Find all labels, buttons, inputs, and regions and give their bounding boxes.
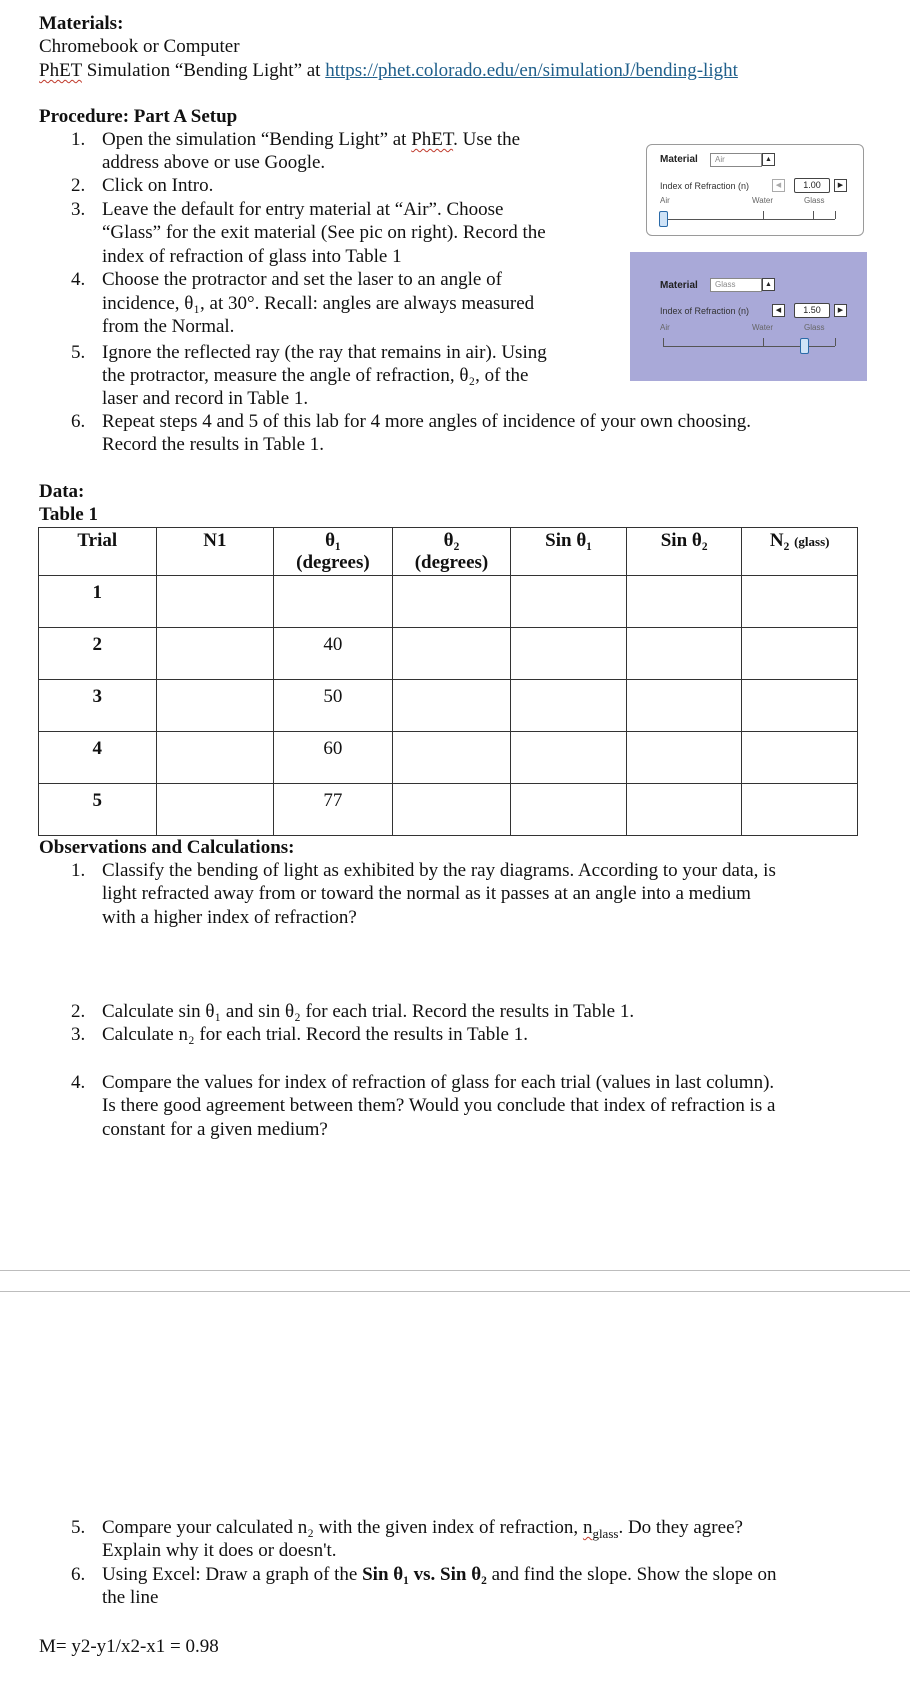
dropdown-arrow-icon[interactable]: ▲	[762, 153, 775, 166]
table-row	[39, 680, 858, 732]
step-1-after: . Use the	[453, 129, 521, 150]
table-header-row	[39, 528, 858, 576]
step-1-line-2: address above or use Google.	[102, 152, 326, 173]
theta2-symbol: θ₂	[443, 530, 460, 551]
sin-theta2-cell[interactable]	[626, 576, 742, 628]
theta2-cell[interactable]	[392, 732, 511, 784]
material-select[interactable]: Air	[710, 153, 762, 167]
n1-cell[interactable]	[156, 576, 274, 628]
step-3-line-2: “Glass” for the exit material (See pic on right). Record the	[102, 222, 546, 243]
step-1-line-1	[102, 128, 520, 151]
step-5-line-1: Ignore the reflected ray (the ray that remains in air). Using	[102, 342, 547, 363]
theta2-cell[interactable]	[392, 784, 511, 836]
table-row	[39, 732, 858, 784]
question-6-line-2: the line	[102, 1587, 159, 1608]
material-select[interactable]: Glass	[710, 278, 762, 292]
page-divider	[0, 1270, 910, 1271]
q5-text-end: . Do they agree?	[618, 1517, 743, 1538]
n1-cell[interactable]	[156, 628, 274, 680]
sin-theta2-cell[interactable]	[626, 784, 742, 836]
step-number: 3.	[71, 199, 86, 220]
phet-panel-air	[646, 144, 864, 236]
step-2-line-1: Click on Intro.	[102, 175, 214, 196]
n2-cell[interactable]	[742, 628, 858, 680]
n-symbol: n	[582, 1517, 593, 1538]
slider-thumb[interactable]	[800, 338, 809, 354]
sin-theta1-cell[interactable]	[511, 576, 627, 628]
index-value: 1.00	[794, 178, 830, 193]
theta1-cell[interactable]: 60	[274, 732, 393, 784]
question-number: 1.	[71, 860, 86, 881]
slider-tick	[813, 211, 814, 219]
slope-answer: M= y2-y1/x2-x1 = 0.98	[39, 1636, 219, 1657]
theta2-cell[interactable]	[392, 576, 511, 628]
question-4-line-2: Is there good agreement between them? Would you conclude that index of refraction is a	[102, 1095, 776, 1116]
dropdown-arrow-icon[interactable]: ▲	[762, 278, 775, 291]
scale-glass: Glass	[804, 196, 825, 205]
slider-tick	[835, 211, 836, 219]
question-5-line-2: Explain why it does or doesn't.	[102, 1540, 337, 1561]
materials-item-phet	[39, 59, 738, 82]
slider-track	[663, 346, 835, 347]
n2-cell[interactable]	[742, 576, 858, 628]
theta1-unit: (degrees)	[296, 552, 370, 573]
n2-cell[interactable]	[742, 680, 858, 732]
step-4-line-1: Choose the protractor and set the laser to an angle of	[102, 269, 502, 290]
n-glass	[582, 1517, 619, 1541]
n2-glass-label: (glass)	[794, 534, 830, 549]
trial-cell: 2	[39, 628, 157, 680]
decrease-arrow-icon[interactable]: ◀	[772, 179, 785, 192]
header-trial: Trial	[39, 528, 157, 576]
scale-glass: Glass	[804, 323, 825, 332]
n2-cell[interactable]	[742, 784, 858, 836]
sin-theta2-cell[interactable]	[626, 680, 742, 732]
step-number: 4.	[71, 269, 86, 290]
table-row	[39, 628, 858, 680]
theta1-cell[interactable]	[274, 576, 393, 628]
trial-cell: 1	[39, 576, 157, 628]
trial-cell: 4	[39, 732, 157, 784]
question-number: 5.	[71, 1517, 86, 1538]
header-theta2	[392, 528, 511, 576]
header-sin-theta1: Sin θ₁	[511, 528, 627, 576]
scale-air: Air	[660, 196, 670, 205]
sin-theta1-cell[interactable]	[511, 680, 627, 732]
q6-text: Using Excel: Draw a graph of the	[102, 1564, 363, 1585]
header-n2	[742, 528, 858, 576]
step-1-text: Open the simulation “Bending Light” at	[102, 129, 412, 150]
step-5-line-3: laser and record in Table 1.	[102, 388, 309, 409]
question-number: 4.	[71, 1072, 86, 1093]
q5-text: Compare your calculated n₂ with the given index of refraction,	[102, 1517, 583, 1538]
theta2-cell[interactable]	[392, 680, 511, 732]
question-number: 6.	[71, 1564, 86, 1585]
step-5-line-2: the protractor, measure the angle of refraction, θ₂, of the	[102, 365, 529, 386]
scale-water: Water	[752, 196, 774, 205]
step-4-line-3: from the Normal.	[102, 316, 235, 337]
phet-panel-glass	[630, 252, 867, 381]
question-number: 3.	[71, 1024, 86, 1045]
slider-tick	[663, 338, 664, 346]
index-value: 1.50	[794, 303, 830, 318]
theta1-cell[interactable]: 50	[274, 680, 393, 732]
question-4-line-3: constant for a given medium?	[102, 1119, 328, 1140]
glass-subscript: glass	[592, 1525, 619, 1541]
theta2-unit: (degrees)	[414, 552, 489, 573]
material-label: Material	[660, 280, 698, 291]
n1-cell[interactable]	[156, 784, 274, 836]
data-heading: Data:	[39, 481, 85, 502]
slider-tick	[763, 338, 764, 346]
scale-water: Water	[752, 323, 774, 332]
materials-item-computer: Chromebook or Computer	[39, 36, 240, 57]
observations-heading: Observations and Calculations:	[39, 837, 295, 858]
n1-cell[interactable]	[156, 732, 274, 784]
question-3-text: Calculate n₂ for each trial. Record the results in Table 1.	[102, 1024, 528, 1045]
slider-thumb[interactable]	[659, 211, 668, 227]
step-6-line-2: Record the results in Table 1.	[102, 434, 325, 455]
header-sin-theta2: Sin θ₂	[626, 528, 742, 576]
sim-text: Simulation “Bending Light” at	[81, 60, 326, 81]
scale-air: Air	[660, 323, 670, 332]
material-label: Material	[660, 154, 698, 165]
table-row	[39, 576, 858, 628]
phet-word: PhET	[39, 60, 82, 81]
increase-arrow-icon[interactable]: ▶	[834, 304, 847, 317]
sin-theta2-cell[interactable]	[626, 628, 742, 680]
trial-cell: 5	[39, 784, 157, 836]
step-3-line-1: Leave the default for entry material at “Air”. Choose	[102, 199, 504, 220]
q6-text-end: and find the slope. Show the slope on	[486, 1564, 777, 1585]
question-1-line-3: with a higher index of refraction?	[102, 907, 357, 928]
question-1-line-2: light refracted away from or toward the normal as it passes at an angle into a medium	[102, 883, 751, 904]
header-n1: N1	[156, 528, 274, 576]
n1-cell[interactable]	[156, 680, 274, 732]
theta1-cell[interactable]: 40	[274, 628, 393, 680]
phet-word: PhET	[411, 129, 454, 150]
slider-tick	[763, 211, 764, 219]
question-2-text: Calculate sin θ₁ and sin θ₂ for each trial. Record the results in Table 1.	[102, 1001, 635, 1022]
sin-theta1-cell[interactable]	[511, 628, 627, 680]
step-3-line-3: index of refraction of glass into Table 1	[102, 246, 402, 267]
step-4-line-2: incidence, θ₁, at 30°. Recall: angles are always measured	[102, 293, 535, 314]
step-number: 1.	[71, 129, 86, 150]
sin-theta1-cell[interactable]	[511, 784, 627, 836]
sin-theta1-cell[interactable]	[511, 732, 627, 784]
page-divider	[0, 1291, 910, 1292]
table-title: Table 1	[39, 504, 98, 525]
data-table	[38, 527, 858, 836]
step-number: 5.	[71, 342, 86, 363]
step-number: 2.	[71, 175, 86, 196]
materials-heading: Materials:	[39, 13, 124, 34]
theta1-symbol: θ₁	[325, 530, 341, 551]
trial-cell: 3	[39, 680, 157, 732]
table-row	[39, 784, 858, 836]
sin-theta2-cell[interactable]	[626, 732, 742, 784]
question-4-line-1: Compare the values for index of refraction of glass for each trial (values in last column).	[102, 1072, 775, 1093]
decrease-arrow-icon[interactable]: ◀	[772, 304, 785, 317]
increase-arrow-icon[interactable]: ▶	[834, 179, 847, 192]
slider-tick	[835, 338, 836, 346]
theta2-cell[interactable]	[392, 628, 511, 680]
slider-track	[663, 219, 835, 220]
question-6-line-1	[102, 1563, 777, 1586]
step-6-line-1: Repeat steps 4 and 5 of this lab for 4 more angles of incidence of your own choosing.	[102, 411, 752, 432]
q6-bold: Sin θ₁ vs. Sin θ₂	[362, 1564, 487, 1585]
n2-symbol: N₂	[769, 530, 790, 551]
header-theta1	[274, 528, 393, 576]
question-number: 2.	[71, 1001, 86, 1022]
phet-url-link[interactable]: https://phet.colorado.edu/en/simulationJ/bending-light	[325, 60, 738, 81]
index-label: Index of Refraction (n)	[660, 306, 750, 316]
step-number: 6.	[71, 411, 86, 432]
question-1-line-1: Classify the bending of light as exhibited by the ray diagrams. According to your data, is	[102, 860, 776, 881]
procedure-heading: Procedure: Part A Setup	[39, 106, 238, 127]
n2-cell[interactable]	[742, 732, 858, 784]
index-label: Index of Refraction (n)	[660, 181, 750, 191]
theta1-cell[interactable]: 77	[274, 784, 393, 836]
